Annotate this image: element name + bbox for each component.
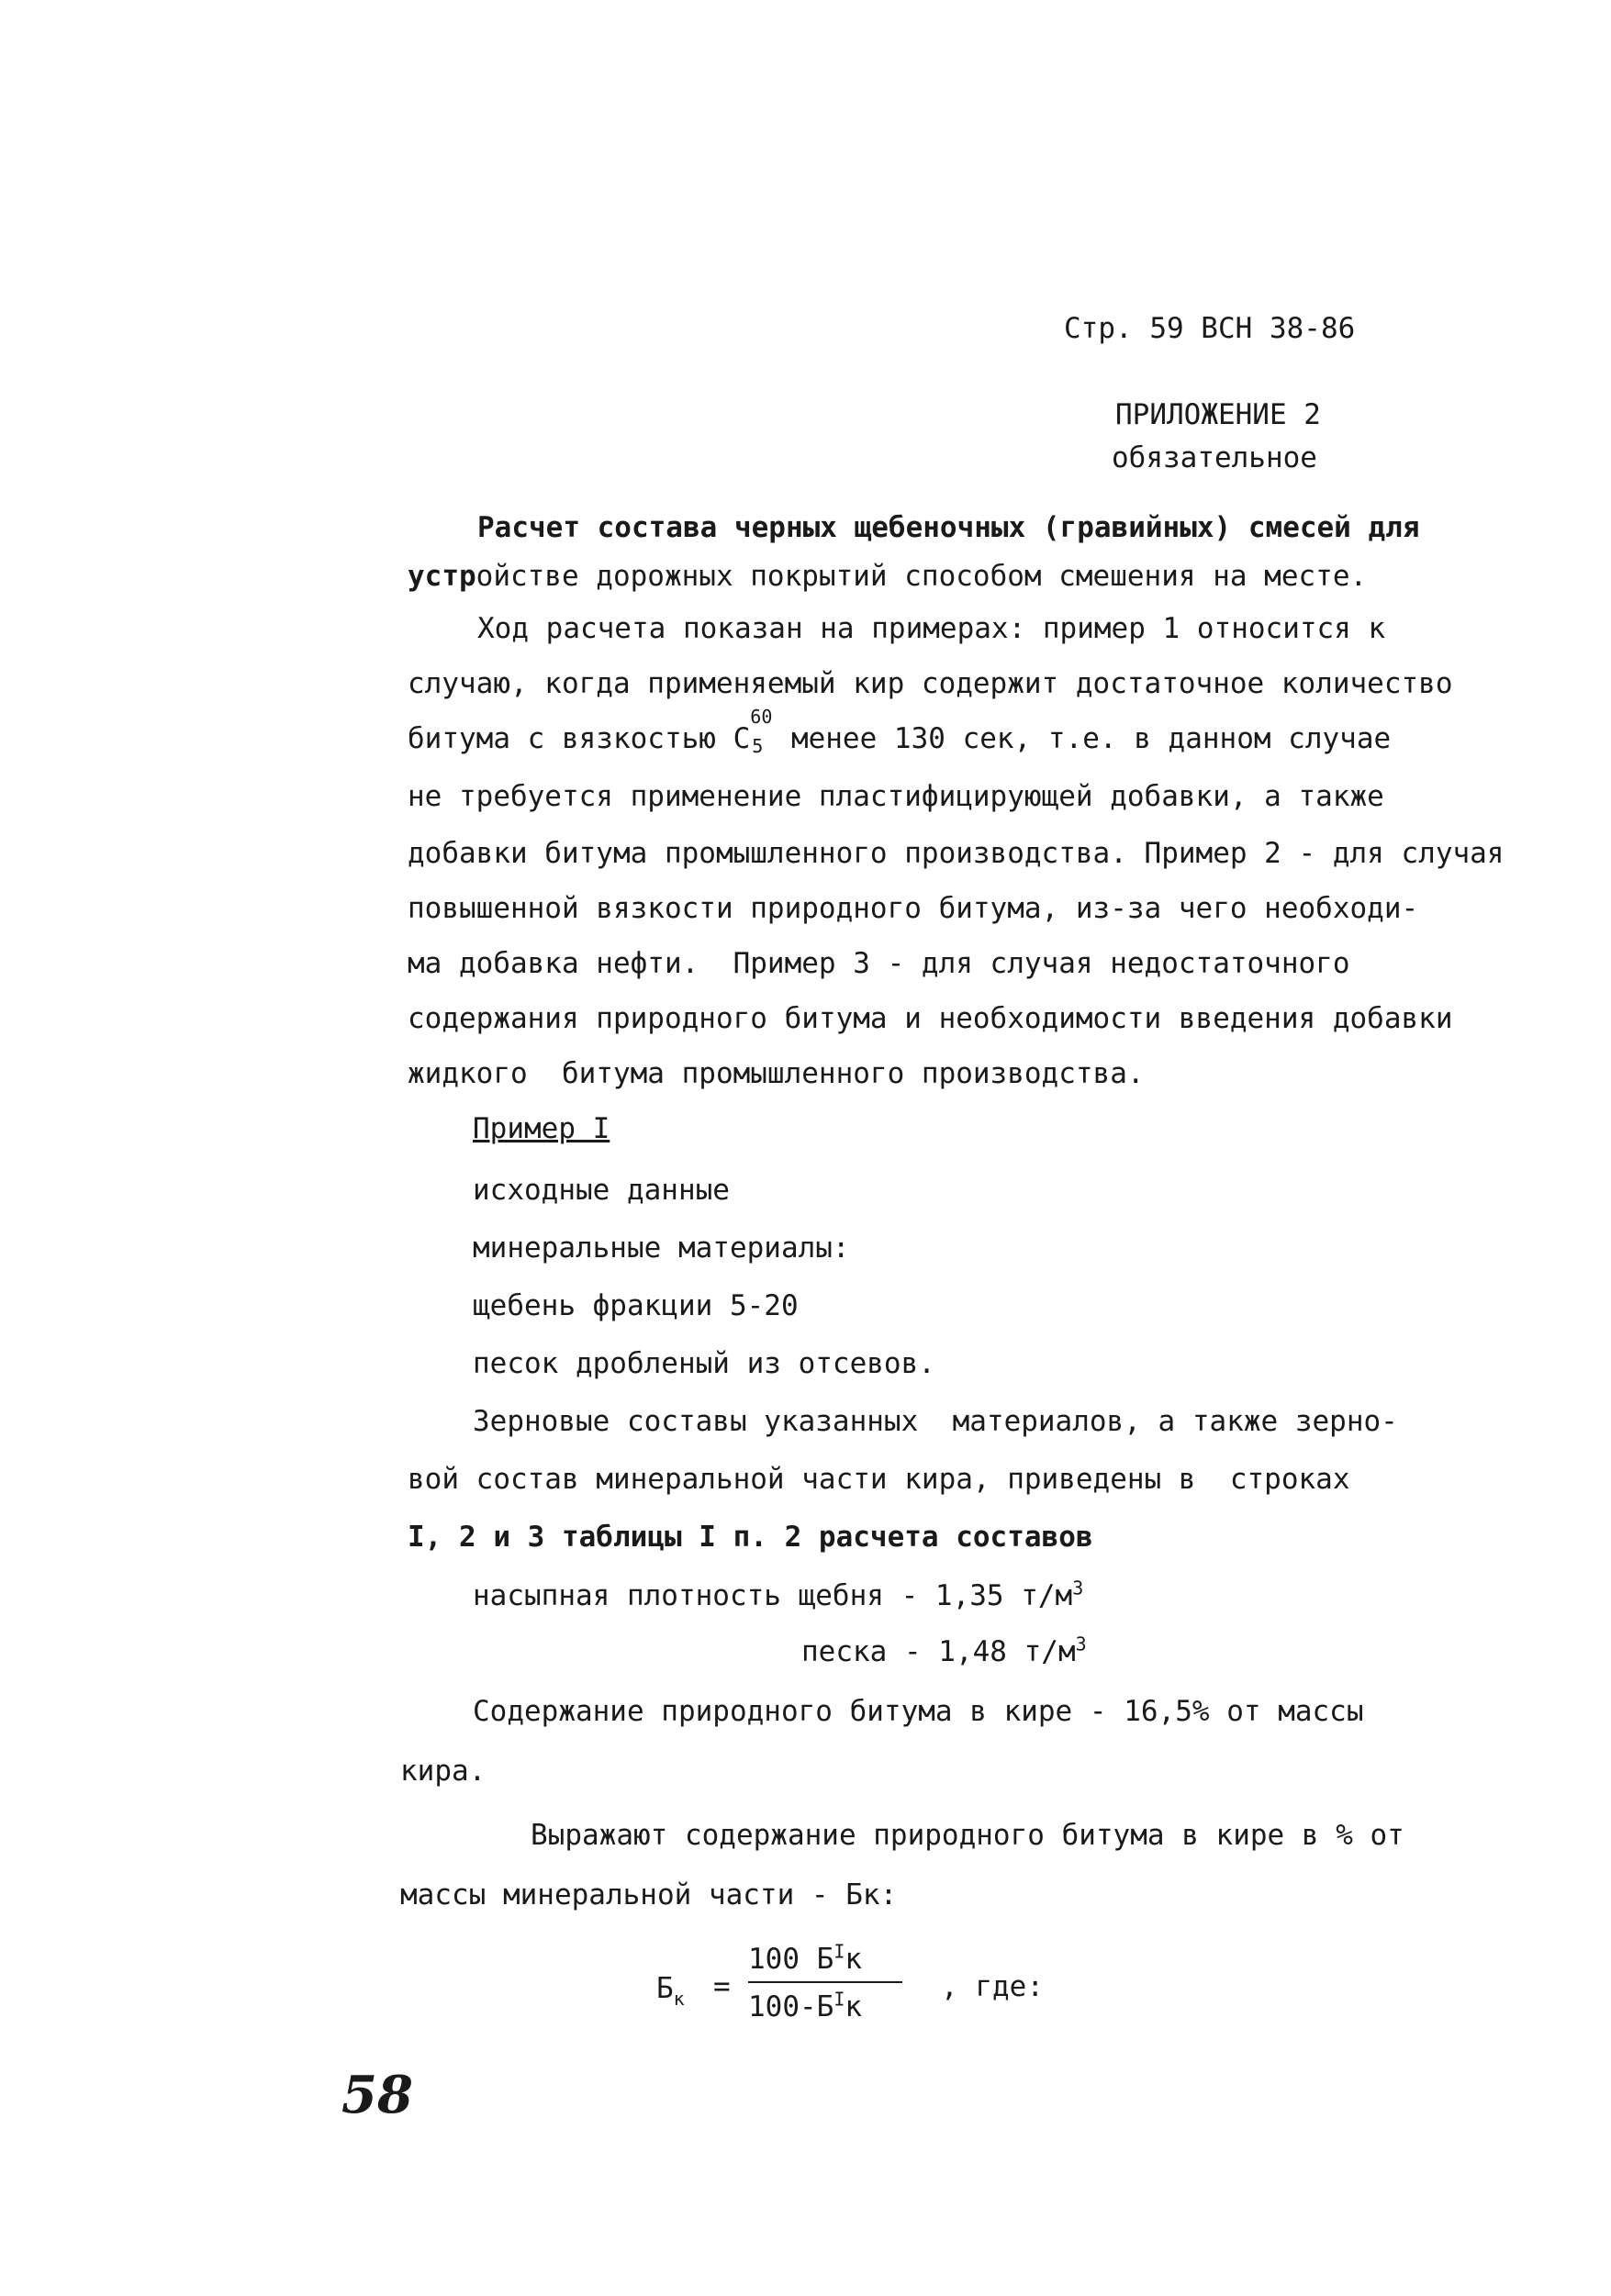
example1-line-9	[801, 1633, 1087, 1670]
example1-line-10: Содержание природного битума в кире - 16,5% от массы	[473, 1695, 1364, 1728]
formula-numerator-superscript: I	[833, 1940, 845, 1963]
bulk-density-gravel-unit-exponent: 3	[1072, 1577, 1084, 1599]
para1-line-1: Ход расчета показан на примерах: пример 1 относится к	[477, 612, 1386, 645]
formula-lhs	[656, 1970, 685, 2010]
bulk-density-gravel: насыпная плотность щебня - 1,35 т/м	[473, 1579, 1073, 1612]
example1-line-7: I, 2 и 3 таблицы I п. 2 расчета составов	[408, 1521, 1093, 1554]
para1-line-6: повышенной вязкости природного битума, из-за чего необходи-	[408, 892, 1419, 925]
appendix-heading: ПРИЛОЖЕНИЕ 2	[1115, 398, 1321, 431]
formula-lhs-subscript: к	[673, 1988, 685, 2010]
formula-numerator-text: 100 Б	[748, 1943, 834, 1976]
formula-equals: =	[713, 1970, 731, 2003]
example1-line-11: кира.	[400, 1755, 487, 1788]
bulk-density-sand: песка - 1,48 т/м	[801, 1635, 1076, 1668]
example1-line-13: массы минеральной части - Бк:	[400, 1878, 898, 1911]
example1-line-4: песок дробленый из отсевов.	[473, 1347, 935, 1380]
handwritten-page-number: 58	[341, 2065, 413, 2125]
formula-denominator-subscript: к	[845, 1990, 863, 2023]
page-reference: Стр. 59 ВСН 38-86	[1064, 312, 1356, 345]
example1-line-5: Зерновые составы указанных материалов, а также зерно-	[473, 1405, 1398, 1438]
para1-line-7: ма добавка нефти. Пример 3 - для случая недостаточного	[408, 947, 1350, 980]
viscosity-subscript: 5	[752, 735, 764, 757]
title-line-2-bold: устр	[408, 560, 476, 593]
formula-numerator	[748, 1941, 862, 1978]
para1-line-8: содержания природного битума и необходимости введения добавки	[408, 1002, 1453, 1035]
formula-denominator-text: 100-Б	[748, 1990, 834, 2023]
para1-line-3-a: битума с вязкостью C	[408, 722, 751, 755]
example1-line-3: щебень фракции 5-20	[473, 1289, 799, 1322]
para1-line-3-b: менее 130 сек, т.е. в данном случае	[774, 722, 1392, 755]
example1-line-2: минеральные материалы:	[473, 1232, 850, 1265]
formula-bk	[656, 1941, 1079, 2042]
formula-denominator	[748, 1989, 862, 2025]
viscosity-superscript: 60	[750, 706, 773, 728]
title-line-2	[408, 558, 1367, 595]
formula-lhs-symbol: Б	[656, 1972, 674, 2005]
para1-line-4: не требуется применение пластифицирующей добавки, а также	[408, 780, 1384, 813]
formula-tail: , где:	[941, 1970, 1044, 2003]
formula-fraction-bar	[748, 1981, 902, 1983]
para1-line-5: добавки битума промышленного производства. Пример 2 - для случая	[408, 837, 1505, 870]
title-line-2-rest: ойстве дорожных покрытий способом смешения на месте.	[475, 560, 1368, 593]
appendix-note: обязательное	[1112, 441, 1317, 474]
example1-line-1: исходные данные	[473, 1174, 730, 1207]
bulk-density-sand-unit-exponent: 3	[1075, 1633, 1087, 1655]
example1-line-8	[473, 1577, 1083, 1614]
formula-numerator-subscript: к	[845, 1943, 863, 1976]
para1-line-9: жидкого битума промышленного производства.	[408, 1057, 1145, 1090]
para1-line-3	[408, 706, 1392, 757]
example1-heading: Пример I	[473, 1112, 610, 1145]
example1-line-12: Выражают содержание природного битума в кире в % от	[531, 1819, 1404, 1852]
formula-denominator-superscript: I	[833, 1988, 845, 2011]
title-line-1: Расчет состава черных щебеночных (гравийных) смесей для	[477, 511, 1420, 544]
para1-line-2: случаю, когда применяемый кир содержит достаточное количество	[408, 667, 1453, 700]
example1-line-6: вой состав минеральной части кира, приведены в строках	[408, 1463, 1350, 1496]
